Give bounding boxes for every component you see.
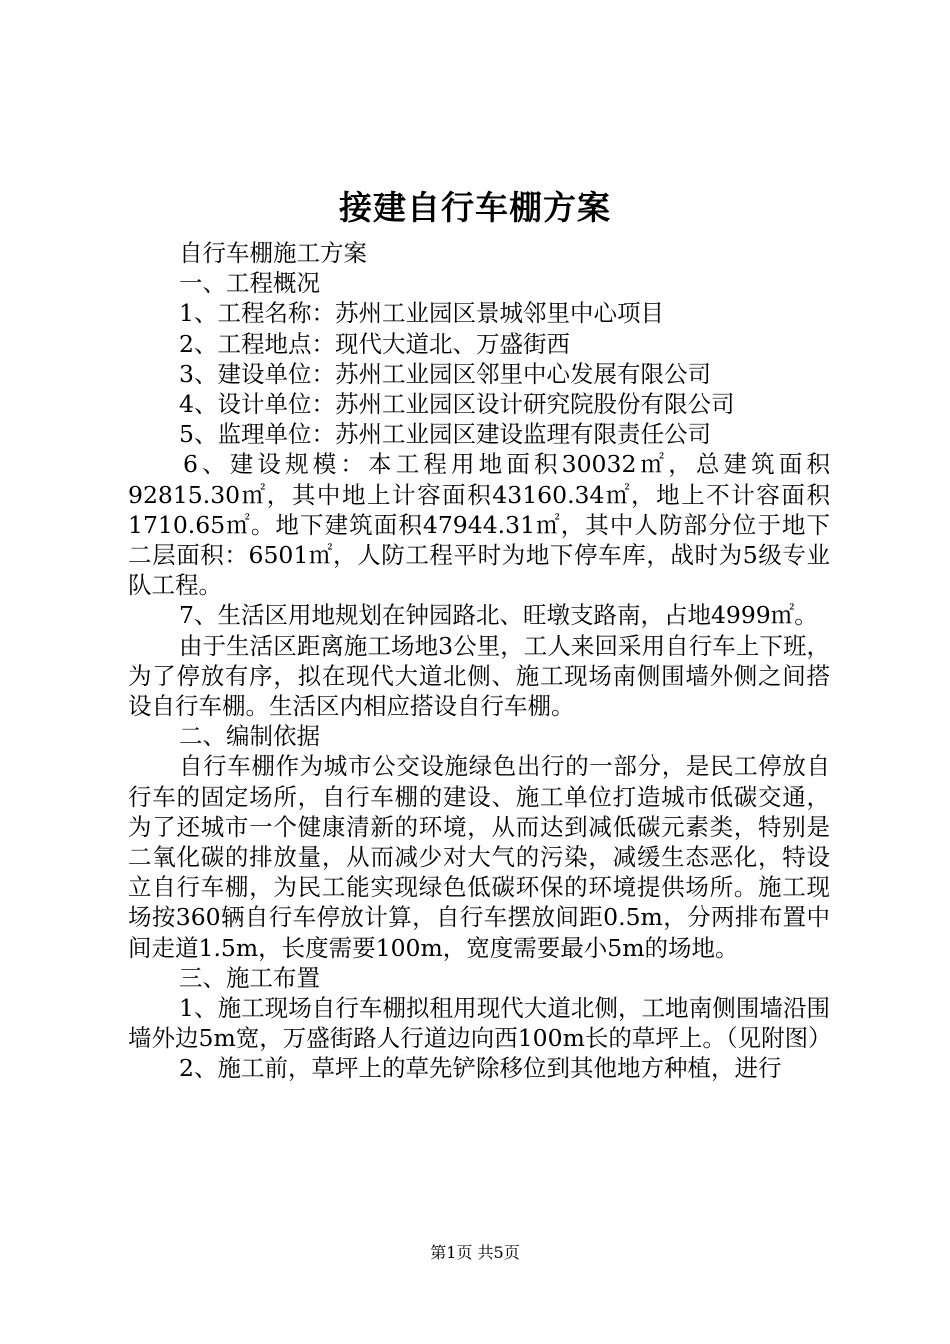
supervision-unit-line: 5、监理单位：苏州工业园区建设监理有限责任公司 <box>179 420 711 449</box>
section-heading-layout: 三、施工布置 <box>179 963 320 992</box>
construction-scale-paragraph: 6、建设规模：本工程用地面积30032㎡，总建筑面积92815.30㎡，其中地上计容面积43160.34㎡，地上不计容面积1710.65㎡。地下建筑面积47944.31㎡，其中人防部分位于地下二层面积：6501㎡，人防工程平时为地下停车库，战时为5级专业队工程。 <box>128 450 830 600</box>
living-area-paragraph: 7、生活区用地规划在钟园路北、旺墩支路南，占地4999㎡。 <box>179 601 818 630</box>
section-heading-basis: 二、编制依据 <box>179 722 320 751</box>
layout-paragraph-2: 2、施工前，草坪上的草先铲除移位到其他地方种植，进行 <box>179 1054 782 1083</box>
basis-paragraph: 自行车棚作为城市公交设施绿色出行的一部分，是民工停放自行车的固定场所，自行车棚的建设、施工单位打造城市低碳交通，为了还城市一个健康清新的环境，从而达到减低碳元素类，特别是二氧化碳的排放量，从而减少对大气的污染，减缓生态恶化，特设立自行车棚，为民工能实现绿色低碳环保的环境提供场所。施工现场按360辆自行车停放计算，自行车摆放间距0.5m，分两排布置中间走道1.5m，长度需要100m，宽度需要最小5m的场地。 <box>128 752 830 962</box>
page-footer: 第1页 共5页 <box>430 1243 520 1262</box>
document-body <box>128 238 830 1084</box>
design-unit-line: 4、设计单位：苏州工业园区设计研究院股份有限公司 <box>179 390 735 419</box>
project-location-line: 2、工程地点：现代大道北、万盛街西 <box>179 329 570 358</box>
section-heading-overview: 一、工程概况 <box>179 269 320 298</box>
layout-paragraph-1: 1、施工现场自行车棚拟租用现代大道北侧，工地南侧围墙沿围墙外边5m宽，万盛街路人行道边向西100m长的草坪上。（见附图） <box>128 994 832 1053</box>
reason-paragraph: 由于生活区距离施工场地3公里，工人来回采用自行车上下班，为了停放有序，拟在现代大道北侧、施工现场南侧围墙外侧之间搭设自行车棚。生活区内相应搭设自行车棚。 <box>128 631 830 721</box>
construction-unit-line: 3、建设单位：苏州工业园区邻里中心发展有限公司 <box>179 359 711 388</box>
subtitle-line: 自行车棚施工方案 <box>179 239 367 267</box>
document-title: 接建自行车棚方案 <box>339 188 611 227</box>
project-name-line: 1、工程名称：苏州工业园区景城邻里中心项目 <box>179 299 664 328</box>
